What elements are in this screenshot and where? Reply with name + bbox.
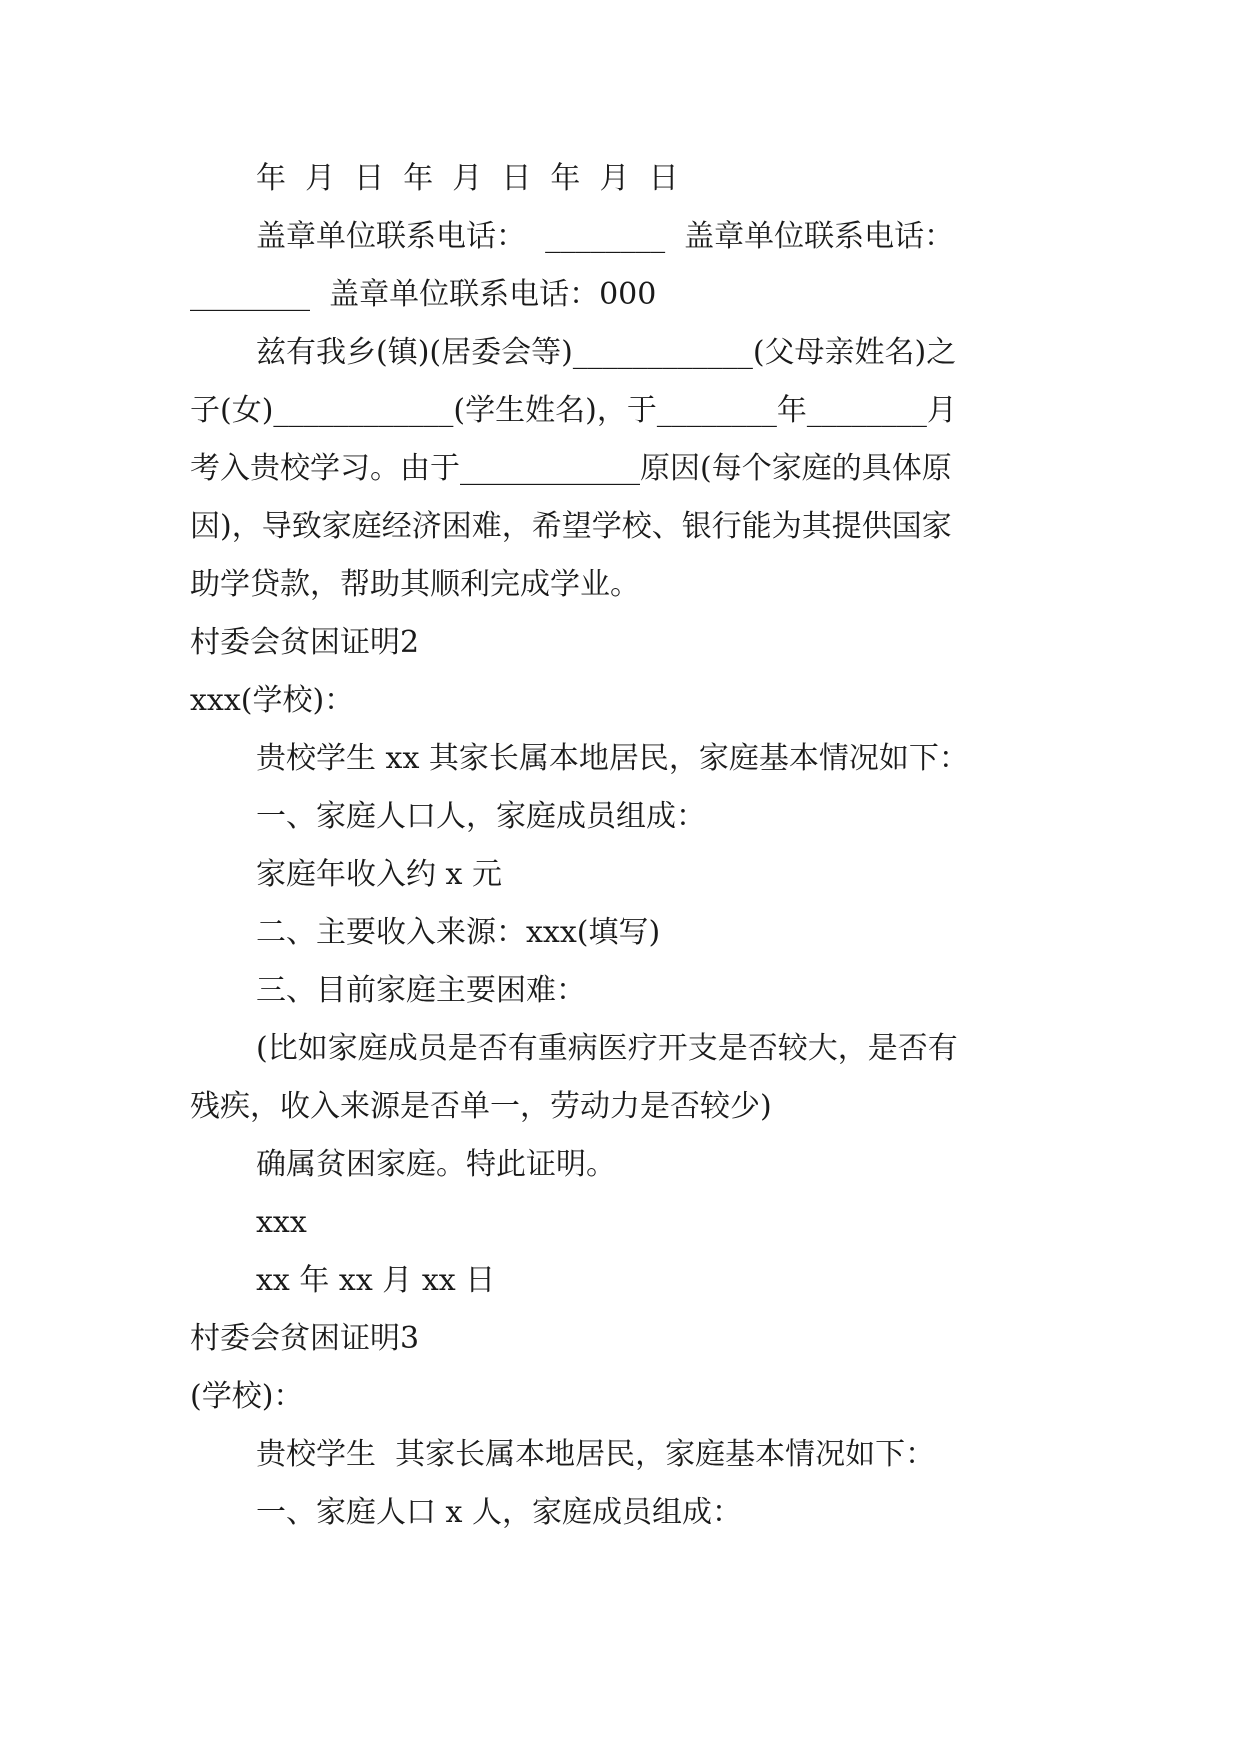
paragraph-line: 考入贵校学习。由于____________原因(每个家庭的具体原 xyxy=(190,451,952,486)
paragraph-line: 贵校学生 xx 其家长属本地居民，家庭基本情况如下： xyxy=(256,741,969,776)
paragraph-line: 因)，导致家庭经济困难，希望学校、银行能为其提供国家 xyxy=(190,509,952,544)
salutation: (学校)： xyxy=(190,1379,304,1414)
paragraph-line: 兹有我乡(镇)(居委会等)____________(父母亲姓名)之 xyxy=(256,335,957,370)
salutation: xxx(学校)： xyxy=(190,683,355,718)
paragraph-line: 二、主要收入来源：xxx(填写) xyxy=(256,915,661,950)
document-page xyxy=(190,150,1060,1542)
section-heading: 村委会贫困证明3 xyxy=(190,1321,420,1356)
paragraph-line: 助学贷款，帮助其顺利完成学业。 xyxy=(190,567,640,602)
section-heading: 村委会贫困证明2 xyxy=(190,625,420,660)
paragraph-line: 子(女)____________(学生姓名)，于________年________月 xyxy=(190,393,957,428)
paragraph-line: 一、家庭人口 x 人，家庭成员组成： xyxy=(256,1495,742,1530)
date-line: 年 月 日 年 月 日 年 月 日 xyxy=(256,161,679,196)
paragraph-line: 贵校学生 其家长属本地居民，家庭基本情况如下： xyxy=(256,1437,936,1472)
paragraph-line: 残疾，收入来源是否单一，劳动力是否较少) xyxy=(190,1089,772,1124)
paragraph-line: 确属贫困家庭。特此证明。 xyxy=(256,1147,616,1182)
paragraph-line: 家庭年收入约 x 元 xyxy=(256,857,502,892)
paragraph-line: 三、目前家庭主要困难： xyxy=(256,973,586,1008)
date-line: xx 年 xx 月 xx 日 xyxy=(256,1263,496,1298)
stamp-phone-line: 盖章单位联系电话： ________ 盖章单位联系电话： xyxy=(256,219,955,254)
stamp-phone-line: ________ 盖章单位联系电话：000 xyxy=(190,277,657,312)
paragraph-line: 一、家庭人口人，家庭成员组成： xyxy=(256,799,706,834)
signature-line: xxx xyxy=(256,1205,307,1240)
paragraph-line: (比如家庭成员是否有重病医疗开支是否较大，是否有 xyxy=(256,1031,958,1066)
